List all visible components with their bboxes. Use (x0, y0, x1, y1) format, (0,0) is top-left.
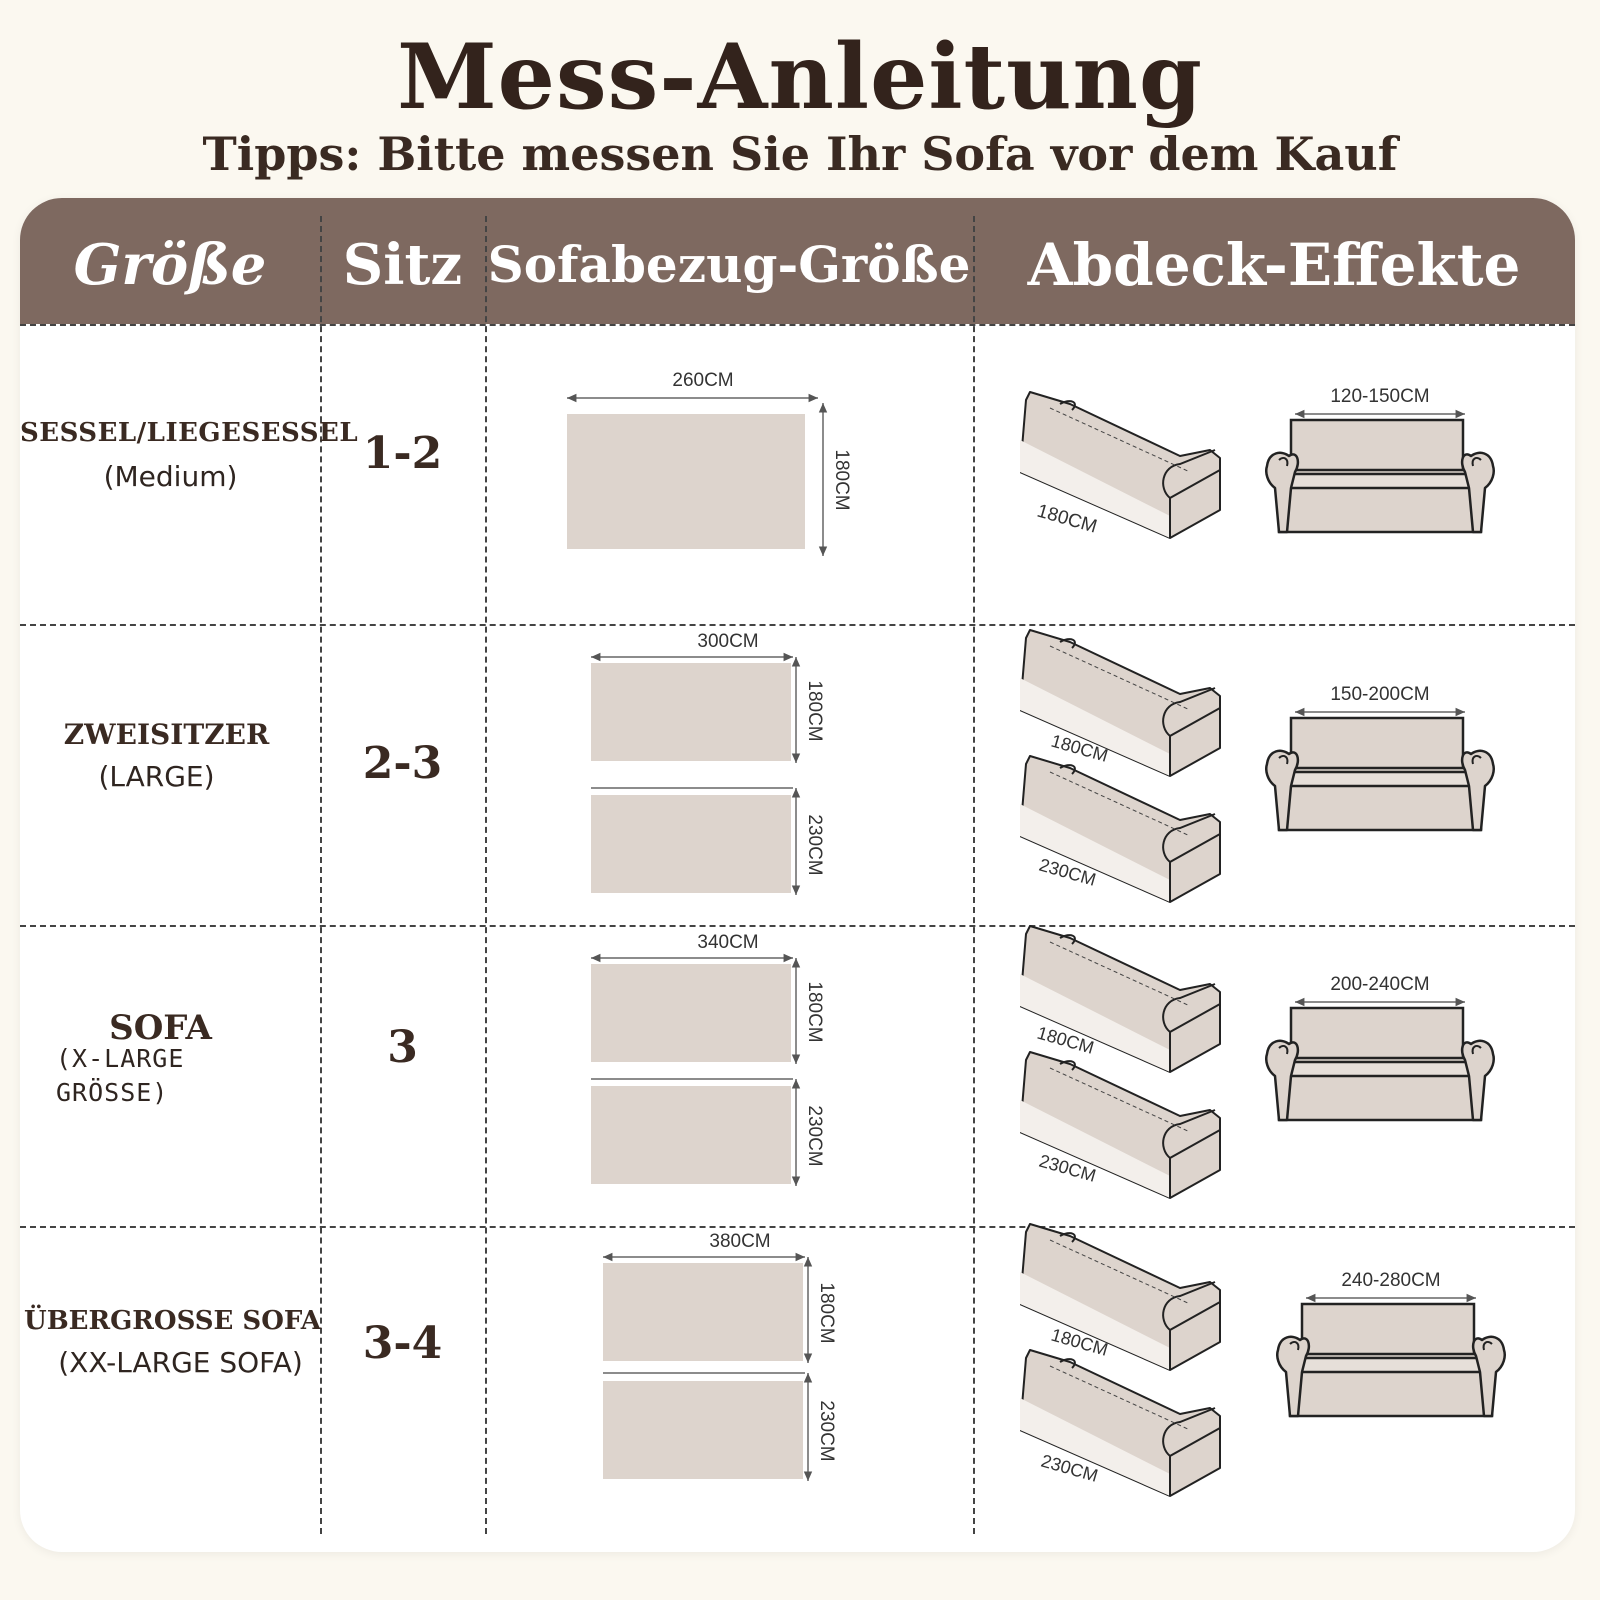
cover-height-label: 180CM (816, 1282, 837, 1344)
header-size: Größe (73, 232, 267, 298)
size-sub-xlarge-line2: GRÖSSE) (56, 1078, 169, 1107)
cover-height-label: 230CM (816, 1400, 837, 1462)
seat-count: 1-2 (362, 428, 443, 479)
effect-depth-label: 180CM (1048, 730, 1111, 766)
page-title: Mess-Anleitung (397, 24, 1203, 130)
effect-depth-label: 230CM (1036, 1150, 1099, 1186)
cover-panel (591, 795, 791, 893)
cover-width-label: 300CM (697, 631, 759, 652)
seat-count: 2-3 (362, 738, 443, 789)
cover-panel (567, 414, 805, 549)
sofa-range-label: 200-240CM (1330, 974, 1430, 995)
cover-effect-3d (1020, 388, 1230, 548)
column-divider (973, 216, 975, 1534)
cover-effect-3d (1020, 626, 1230, 916)
cover-diagram (575, 924, 875, 1224)
sofa-range-label: 150-200CM (1330, 684, 1430, 705)
cover-panel (591, 964, 791, 1062)
size-sub-xxlarge: (XX-LARGE SOFA) (58, 1346, 303, 1379)
cover-panel (603, 1263, 803, 1361)
seat-count: 3 (387, 1022, 418, 1073)
size-name-large: ZWEISITZER (63, 718, 270, 751)
cover-panel (591, 663, 791, 761)
cover-height-label: 230CM (804, 1105, 825, 1167)
cover-effect-3d (1020, 1220, 1230, 1510)
cover-panel (603, 1381, 803, 1479)
cover-diagram (575, 623, 875, 923)
column-divider (485, 216, 487, 1534)
size-name-xxlarge: ÜBERGROSSE SOFA (24, 1306, 321, 1336)
header-effect: Abdeck-Effekte (1027, 231, 1521, 299)
cover-width-label: 380CM (709, 1231, 771, 1252)
cover-diagram (585, 1223, 885, 1523)
size-name-xlarge: SOFA (109, 1008, 212, 1048)
cover-width-label: 260CM (672, 370, 734, 391)
table-header (20, 198, 1575, 324)
sofa-front-view (1276, 1262, 1516, 1422)
size-sub-medium: (Medium) (103, 460, 238, 493)
header-cover-size: Sofabezug-Größe (487, 235, 971, 294)
effect-depth-label: 230CM (1036, 854, 1099, 890)
sofa-range-label: 240-280CM (1341, 1270, 1441, 1291)
cover-height-label: 230CM (804, 814, 825, 876)
cover-height-label: 180CM (831, 449, 852, 511)
cover-diagram (550, 356, 880, 586)
effect-depth-label: 180CM (1034, 500, 1100, 538)
cover-width-label: 340CM (697, 932, 759, 953)
effect-depth-label: 180CM (1034, 1022, 1097, 1058)
row-divider (20, 324, 1575, 326)
sofa-front-view (1265, 966, 1505, 1126)
cover-height-label: 180CM (804, 680, 825, 742)
sofa-front-view (1265, 676, 1505, 836)
size-name-medium: SESSEL/LIEGESESSEL (20, 418, 359, 448)
sofa-front-view (1265, 378, 1505, 538)
size-sub-large: (LARGE) (98, 760, 215, 793)
seat-count: 3-4 (362, 1318, 443, 1369)
size-sub-xlarge-line1: (X-LARGE (56, 1044, 185, 1073)
effect-depth-label: 180CM (1048, 1324, 1111, 1360)
cover-panel (591, 1086, 791, 1184)
cover-height-label: 180CM (804, 981, 825, 1043)
sofa-range-label: 120-150CM (1330, 386, 1430, 407)
size-table (20, 198, 1575, 1552)
page-subtitle: Tipps: Bitte messen Sie Ihr Sofa vor dem Kauf (202, 127, 1398, 181)
cover-effect-3d (1020, 922, 1230, 1212)
header-seat: Sitz (342, 232, 463, 298)
effect-depth-label: 230CM (1038, 1450, 1101, 1486)
